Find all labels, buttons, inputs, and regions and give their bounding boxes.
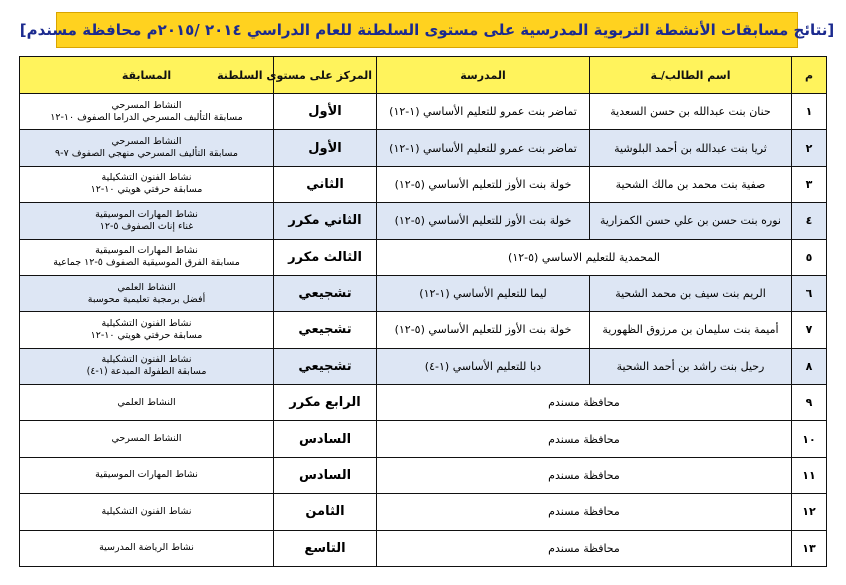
row-number: ٩ [792, 385, 827, 421]
competition-detail: مسابقة حرفتي هويتي ١٠-١٢ [90, 329, 203, 341]
row-number: ٣ [792, 166, 827, 202]
competition-activity: نشاط الفنون التشكيلية [101, 317, 192, 329]
school-name: دبا للتعليم الأساسي (١-٤) [377, 348, 590, 384]
competition-activity: نشاط المهارات الموسيقية [95, 208, 198, 220]
row-number: ٢ [792, 130, 827, 166]
rank: الأول [274, 130, 377, 166]
school-name-merged: محافظة مسندم [377, 421, 792, 457]
school-name: تماضر بنت عمرو للتعليم الأساسي (١-١٢) [377, 94, 590, 130]
competition-detail: مسابقة الفرق الموسيقية الصفوف ٥-١٢ جماعية [53, 257, 240, 269]
header-school: المدرسة [377, 57, 590, 94]
school-name: تماضر بنت عمرو للتعليم الأساسي (١-١٢) [377, 130, 590, 166]
table-row [20, 203, 827, 239]
table-row [20, 275, 827, 311]
table-row [20, 130, 827, 166]
rank: الثالث مكرر [274, 239, 377, 275]
page-title: [نتائج مسابقات الأنشطة التربوية المدرسية على مستوى السلطنة للعام الدراسي ٢٠١٤ /٢٠١٥م محافظة مسندم] [19, 21, 835, 39]
title-banner [19, 12, 835, 48]
rank: الثاني مكرر [274, 203, 377, 239]
table-row [20, 166, 827, 202]
competition [20, 166, 274, 202]
rank: السادس [274, 421, 377, 457]
school-name: خولة بنت الأوز للتعليم الأساسي (٥-١٢) [377, 312, 590, 348]
row-number: ٧ [792, 312, 827, 348]
competition-activity: نشاط المهارات الموسيقية [20, 457, 274, 493]
school-name-merged: المحمدية للتعليم الاساسي (٥-١٢) [377, 239, 792, 275]
row-number: ٦ [792, 275, 827, 311]
competition-activity: النشاط المسرحي [111, 99, 182, 111]
table-row [20, 239, 827, 275]
student-name: نوره بنت حسن بن علي حسن الكمزارية [590, 203, 792, 239]
row-number: ٤ [792, 203, 827, 239]
row-number: ١٢ [792, 494, 827, 530]
school-name-merged: محافظة مسندم [377, 530, 792, 567]
rank: تشجيعي [274, 312, 377, 348]
school-name: خولة بنت الأوز للتعليم الأساسي (٥-١٢) [377, 203, 590, 239]
row-number: ١٣ [792, 530, 827, 567]
table-row [20, 494, 827, 530]
table-row [20, 312, 827, 348]
rank: الثاني [274, 166, 377, 202]
table-row [20, 530, 827, 567]
competition-activity: النشاط المسرحي [20, 421, 274, 457]
student-name: صفية بنت محمد بن مالك الشحية [590, 166, 792, 202]
row-number: ١١ [792, 457, 827, 493]
header-rank: المركز على مستوى السلطنة [274, 57, 377, 94]
competition-detail: أفضل برمجية تعليمية محوسبة [87, 293, 206, 305]
table-row [20, 457, 827, 493]
competition-activity: نشاط الرياضة المدرسية [20, 530, 274, 567]
competition-activity: نشاط الفنون التشكيلية [20, 494, 274, 530]
header-num: م [792, 57, 827, 94]
competition-activity: النشاط المسرحي [111, 136, 182, 148]
table-header-row [20, 57, 827, 94]
row-number: ٥ [792, 239, 827, 275]
table-row [20, 385, 827, 421]
competition-activity: نشاط الفنون التشكيلية [101, 354, 192, 366]
table-row [20, 421, 827, 457]
competition-activity: نشاط المهارات الموسيقية [95, 245, 198, 257]
results-table [19, 56, 827, 567]
competition-detail: مسابقة حرفتي هويتي ١٠-١٢ [90, 184, 203, 196]
header-student: اسم الطالب/ـة [590, 57, 792, 94]
competition-activity: النشاط العلمي [20, 385, 274, 421]
table-row [20, 94, 827, 130]
student-name: أميمة بنت سليمان بن مرزوق الظهورية [590, 312, 792, 348]
header-competition: المسابقة [20, 57, 274, 94]
competition-detail: غناء إناث الصفوف ٥-١٢ [99, 220, 194, 232]
school-name: خولة بنت الأوز للتعليم الأساسي (٥-١٢) [377, 166, 590, 202]
rank: الأول [274, 94, 377, 130]
row-number: ١٠ [792, 421, 827, 457]
school-name-merged: محافظة مسندم [377, 494, 792, 530]
row-number: ٨ [792, 348, 827, 384]
school-name: ليما للتعليم الأساسي (١-١٢) [377, 275, 590, 311]
competition [20, 94, 274, 130]
rank: الرابع مكرر [274, 385, 377, 421]
competition [20, 203, 274, 239]
student-name: حنان بنت عبدالله بن حسن السعدية [590, 94, 792, 130]
rank: تشجيعي [274, 348, 377, 384]
student-name: ثريا بنت عبدالله بن أحمد البلوشية [590, 130, 792, 166]
competition-detail: مسابقة التأليف المسرحي الدراما الصفوف ١٠-١٢ [50, 111, 243, 123]
competition-detail: مسابقة التأليف المسرحي منهجي الصفوف ٧-٩ [55, 148, 238, 160]
competition [20, 348, 274, 384]
school-name-merged: محافظة مسندم [377, 457, 792, 493]
rank: الثامن [274, 494, 377, 530]
competition-activity: نشاط الفنون التشكيلية [101, 172, 192, 184]
row-number: ١ [792, 94, 827, 130]
competition [20, 312, 274, 348]
competition [20, 275, 274, 311]
school-name-merged: محافظة مسندم [377, 385, 792, 421]
rank: السادس [274, 457, 377, 493]
rank: تشجيعي [274, 275, 377, 311]
rank: التاسع [274, 530, 377, 567]
student-name: الريم بنت سيف بن محمد الشحية [590, 275, 792, 311]
competition [20, 130, 274, 166]
competition [20, 239, 274, 275]
student-name: رحيل بنت راشد بن أحمد الشحية [590, 348, 792, 384]
table-row [20, 348, 827, 384]
competition-activity: النشاط العلمي [117, 281, 176, 293]
competition-detail: مسابقة الطفولة المبدعة (١-٤) [86, 366, 207, 378]
